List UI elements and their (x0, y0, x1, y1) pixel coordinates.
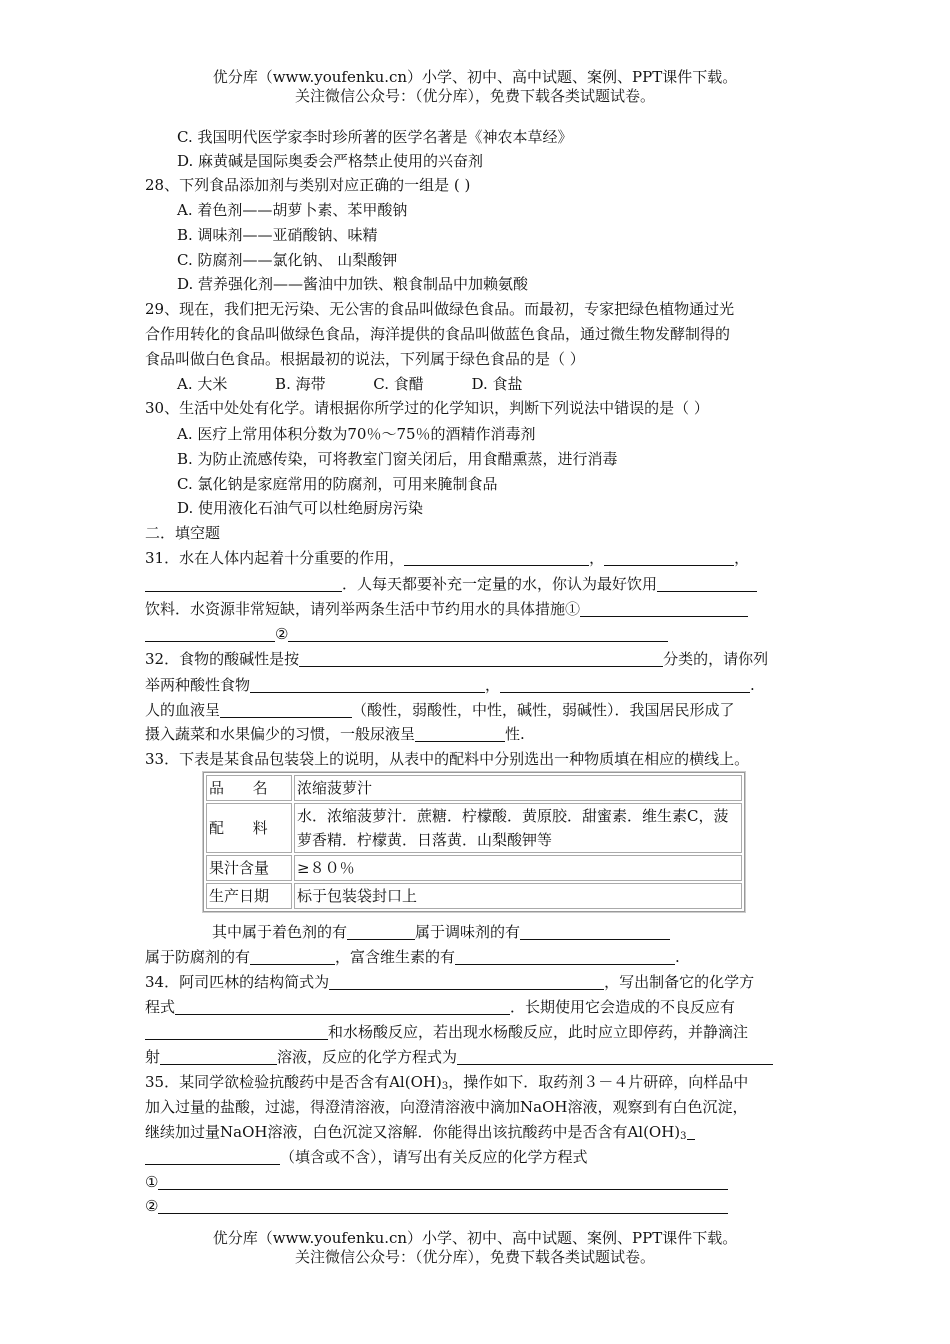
q35-text-1b: ，操作如下．取药剂３－４片研碎，向样品中 (448, 1073, 749, 1091)
q28-stem: 28、下列食品添加剂与类别对应正确的一组是 ( ) (145, 176, 471, 194)
q31-blank-7[interactable] (288, 625, 668, 642)
q32-blank-5[interactable] (415, 725, 505, 742)
table-cell-label: 果汁含量 (206, 855, 292, 881)
q32-text-7: （酸性，弱酸性，中性，碱性，弱碱性）．我国居民形成了 (352, 701, 735, 719)
q35-line-4 (145, 1146, 588, 1168)
q35-marker-1: ① (145, 1173, 159, 1191)
q28-option-c: C. 防腐剂——氯化钠、 山梨酸钾 (177, 251, 398, 269)
q34-blank-5[interactable] (457, 1048, 773, 1065)
q33-text-4: ，富含维生素的有 (335, 948, 456, 966)
q33-text-3: 属于防腐剂的有 (145, 948, 251, 966)
q34-blank-1[interactable] (329, 973, 604, 990)
product-spec-table (203, 772, 745, 912)
q32-line-2 (145, 674, 755, 696)
q34-line-1 (145, 971, 754, 993)
q28-option-a: A. 着色剂——胡萝卜素、苯甲酸钠 (177, 201, 408, 219)
q34-text-6: 射 (145, 1048, 161, 1066)
q33-text-1: 其中属于着色剂的有 (212, 923, 348, 941)
table-cell-label: 品 名 (206, 775, 292, 801)
q33-text-2: 属于调味剂的有 (415, 923, 521, 941)
q27-option-c: C. 我国明代医学家李时珍所著的医学名著是《神农本草经》 (177, 128, 573, 146)
q29-options: A. 大米 B. 海带 C. 食醋 D. 食盐 (177, 375, 523, 393)
q31-text-4: ．人每天都要补充一定量的水，你认为最好饮用 (342, 575, 658, 593)
q30-option-d: D. 使用液化石油气可以杜绝厨房污染 (177, 499, 424, 517)
q31-text-2: ， (589, 549, 605, 567)
q29-stem-line-2: 合作用转化的食品叫做绿色食品，海洋提供的食品叫做蓝色食品，通过微生物发酵制得的 (145, 325, 731, 343)
q33-blank-4[interactable] (455, 948, 675, 965)
table-cell-value: 浓缩菠萝汁 (294, 775, 742, 801)
q31-blank-1[interactable] (404, 549, 589, 566)
q29-stem-line-3: 食品叫做白色食品。根据最初的说法，下列属于绿色食品的是（ ） (145, 350, 585, 368)
q33-stem: 33．下表是某食品包装袋上的说明，从表中的配料中分别选出一种物质填在相应的横线上。 (145, 750, 750, 768)
section-title-fill-in: 二．填空题 (145, 524, 221, 542)
q33-text-5: . (675, 948, 680, 966)
q31-line-4 (145, 623, 668, 645)
q35-blank-2[interactable] (158, 1173, 728, 1190)
q31-text-6: ② (275, 625, 289, 643)
q31-line-1 (145, 547, 749, 569)
table-cell-label: 配 料 (206, 803, 292, 853)
q35-text-4: （填含或不含），请写出有关反应的化学方程式 (280, 1148, 588, 1166)
q28-option-b: B. 调味剂——亚硝酸钠、味精 (177, 226, 378, 244)
header-line-1: 优分库（www.youfenku.cn）小学、初中、高中试题、案例、PPT课件下载。 (212, 68, 738, 86)
header-line-2: 关注微信公众号：（优分库），免费下载各类试题试卷。 (294, 87, 655, 105)
table-row (206, 855, 742, 881)
q31-blank-4[interactable] (657, 575, 757, 592)
q29-stem-line-1: 29、现在，我们把无污染、无公害的食品叫做绿色食品。而最初，专家把绿色植物通过光 (145, 300, 735, 318)
q34-text-5: 和水杨酸反应，若出现水杨酸反应，此时应立即停药，并静滴注 (328, 1023, 749, 1041)
q34-blank-2[interactable] (175, 998, 510, 1015)
q35-line-5 (145, 1171, 728, 1193)
q31-blank-3[interactable] (145, 575, 342, 592)
q31-blank-6[interactable] (145, 625, 275, 642)
q33-blank-2[interactable] (520, 923, 670, 940)
q31-text-3: ， (734, 549, 750, 567)
q35-text-3: 继续加过量NaOH溶液，白色沉淀又溶解．你能得出该抗酸药中是否含有Al(OH) (145, 1123, 681, 1141)
q34-blank-4[interactable] (160, 1048, 277, 1065)
table-cell-value: 标于包装袋封口上 (294, 883, 742, 909)
q30-option-c: C. 氯化钠是家庭常用的防腐剂，可用来腌制食品 (177, 475, 498, 493)
q31-line-2 (145, 573, 757, 595)
q31-text-5: 饮料．水资源非常短缺，请列举两条生活中节约用水的具体措施① (145, 600, 581, 618)
q32-text-3: 举两种酸性食物 (145, 676, 251, 694)
table-cell-label: 生产日期 (206, 883, 292, 909)
q35-marker-2: ② (145, 1197, 159, 1215)
q32-text-4: ， (485, 676, 501, 694)
q32-blank-2[interactable] (250, 676, 485, 693)
table-row (206, 803, 742, 853)
q34-text-3: 程式 (145, 998, 176, 1016)
q32-text-6: 人的血液呈 (145, 701, 221, 719)
q32-text-2: 分类的，请你列 (663, 650, 769, 668)
q35-line-2: 加入过量的盐酸，过滤，得澄清溶液，向澄清溶液中滴加NaOH溶液，观察到有白色沉淀， (145, 1098, 748, 1116)
q32-line-1 (145, 648, 768, 670)
q32-text-1: 32．食物的酸碱性是按 (145, 650, 300, 668)
table-cell-value: ≥８０％ (294, 855, 742, 881)
q32-blank-1[interactable] (299, 650, 663, 667)
q34-line-2 (145, 996, 735, 1018)
q32-line-4 (145, 723, 525, 745)
footer-line-2: 关注微信公众号：（优分库），免费下载各类试题试卷。 (294, 1248, 655, 1266)
q34-text-2: ，写出制备它的化学方 (604, 973, 755, 991)
footer-line-1: 优分库（www.youfenku.cn）小学、初中、高中试题、案例、PPT课件下载。 (212, 1229, 738, 1247)
table-cell-value: 水．浓缩菠萝汁．蔗糖．柠檬酸．黄原胶．甜蜜素．维生素C，菠萝香精．柠檬黄．日落黄．山梨酸钾等 (294, 803, 742, 853)
q33-blank-1[interactable] (347, 923, 415, 940)
q32-text-8: 摄入蔬菜和水果偏少的习惯，一般尿液呈 (145, 725, 416, 743)
q31-blank-2[interactable] (604, 549, 734, 566)
q35-line-6 (145, 1195, 728, 1217)
q32-blank-3[interactable] (500, 676, 750, 693)
q35-blank-3[interactable] (158, 1197, 728, 1214)
q32-text-9: 性. (505, 725, 525, 743)
q33-line-2 (145, 946, 680, 968)
q34-text-1: 34．阿司匹林的结构简式为 (145, 973, 330, 991)
q34-line-3 (145, 1021, 748, 1043)
q28-option-d: D. 营养强化剂——酱油中加铁、粮食制品中加赖氨酸 (177, 275, 529, 293)
q35-line-3 (145, 1121, 695, 1148)
q30-option-a: A. 医疗上常用体积分数为70％～75％的酒精作消毒剂 (177, 425, 536, 443)
q31-blank-5[interactable] (580, 600, 748, 617)
q27-option-d: D. 麻黄碱是国际奥委会严格禁止使用的兴奋剂 (177, 152, 484, 170)
q31-text-1: 31．水在人体内起着十分重要的作用， (145, 549, 405, 567)
q32-text-5: . (750, 676, 755, 694)
q35-subscript-2: 3 (680, 1131, 687, 1142)
q34-text-4: ．长期使用它会造成的不良反应有 (510, 998, 736, 1016)
table-row (206, 775, 742, 801)
q32-blank-4[interactable] (220, 701, 352, 718)
q32-line-3 (145, 699, 735, 721)
q31-line-3 (145, 598, 748, 620)
q33-blank-3[interactable] (250, 948, 335, 965)
q35-subscript-1: 3 (441, 1081, 449, 1092)
q30-stem: 30、生活中处处有化学。请根据你所学过的化学知识，判断下列说法中错误的是（ ） (145, 399, 709, 417)
q35-line-1 (145, 1071, 748, 1098)
q34-blank-3[interactable] (145, 1023, 328, 1040)
q33-line-1 (212, 921, 670, 943)
table-row (206, 883, 742, 909)
q35-blank-tail (687, 1123, 695, 1140)
q35-text-1: 35．某同学欲检验抗酸药中是否含有Al(OH) (145, 1073, 442, 1091)
q30-option-b: B. 为防止流感传染，可将教室门窗关闭后，用食醋熏蒸，进行消毒 (177, 450, 618, 468)
q34-line-4 (145, 1046, 773, 1068)
q35-blank-1[interactable] (145, 1148, 280, 1165)
q34-text-7: 溶液，反应的化学方程式为 (277, 1048, 458, 1066)
